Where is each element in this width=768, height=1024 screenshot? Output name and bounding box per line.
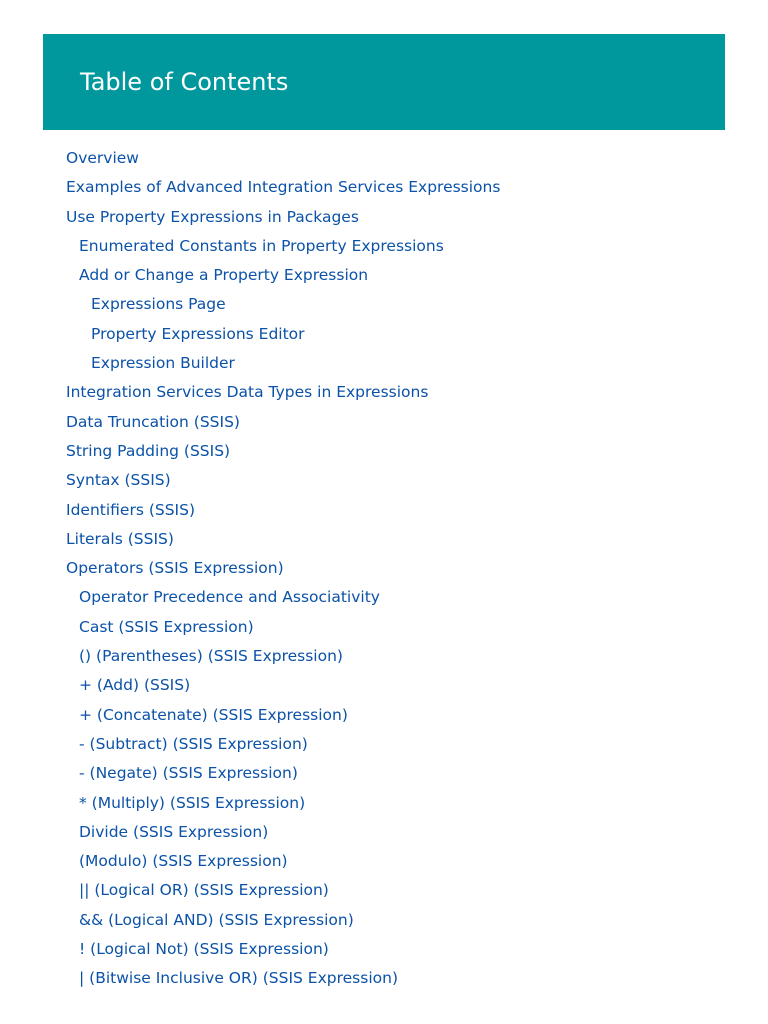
toc-entry bbox=[66, 349, 500, 378]
toc-link[interactable]: Data Truncation (SSIS) bbox=[66, 412, 240, 431]
table-of-contents-list bbox=[66, 144, 500, 994]
toc-link[interactable]: && (Logical AND) (SSIS Expression) bbox=[79, 910, 354, 929]
toc-entry bbox=[66, 173, 500, 202]
toc-link[interactable]: | (Bitwise Inclusive OR) (SSIS Expression) bbox=[79, 969, 398, 988]
toc-entry bbox=[66, 935, 500, 964]
toc-link[interactable]: + (Add) (SSIS) bbox=[79, 676, 191, 695]
toc-entry bbox=[66, 642, 500, 671]
toc-entry bbox=[66, 496, 500, 525]
toc-entry bbox=[66, 261, 500, 290]
toc-link[interactable]: Overview bbox=[66, 149, 139, 167]
toc-entry bbox=[66, 876, 500, 905]
toc-entry bbox=[66, 789, 500, 818]
toc-link[interactable]: (Modulo) (SSIS Expression) bbox=[79, 852, 288, 871]
toc-link[interactable]: || (Logical OR) (SSIS Expression) bbox=[79, 881, 329, 900]
toc-entry bbox=[66, 730, 500, 759]
toc-link[interactable]: () (Parentheses) (SSIS Expression) bbox=[79, 647, 343, 666]
toc-entry bbox=[66, 408, 500, 437]
toc-entry bbox=[66, 525, 500, 554]
toc-entry bbox=[66, 437, 500, 466]
toc-link[interactable]: - (Negate) (SSIS Expression) bbox=[79, 764, 298, 783]
toc-link[interactable]: Operators (SSIS Expression) bbox=[66, 559, 284, 578]
toc-entry bbox=[66, 583, 500, 612]
toc-link[interactable]: Syntax (SSIS) bbox=[66, 471, 171, 490]
toc-link[interactable]: Expressions Page bbox=[91, 295, 226, 314]
toc-entry bbox=[66, 671, 500, 700]
toc-link[interactable]: Add or Change a Property Expression bbox=[79, 266, 369, 285]
toc-link[interactable]: Property Expressions Editor bbox=[91, 324, 305, 343]
toc-entry bbox=[66, 232, 500, 261]
toc-entry bbox=[66, 320, 500, 349]
toc-link[interactable]: - (Subtract) (SSIS Expression) bbox=[79, 734, 308, 753]
toc-link[interactable]: Use Property Expressions in Packages bbox=[66, 207, 359, 226]
toc-link[interactable]: Expression Builder bbox=[91, 354, 235, 373]
toc-link[interactable]: Literals (SSIS) bbox=[66, 529, 174, 548]
toc-entry bbox=[66, 144, 500, 173]
toc-link[interactable]: Enumerated Constants in Property Expressions bbox=[79, 236, 444, 255]
toc-entry bbox=[66, 847, 500, 876]
toc-link[interactable]: String Padding (SSIS) bbox=[66, 441, 231, 460]
toc-entry bbox=[66, 759, 500, 788]
toc-link[interactable]: Cast (SSIS Expression) bbox=[79, 617, 254, 636]
toc-link[interactable]: * (Multiply) (SSIS Expression) bbox=[79, 793, 306, 812]
page-title: Table of Contents bbox=[80, 68, 289, 96]
toc-entry bbox=[66, 818, 500, 847]
toc-entry bbox=[66, 701, 500, 730]
toc-link[interactable]: Operator Precedence and Associativity bbox=[79, 588, 380, 607]
toc-entry bbox=[66, 290, 500, 319]
toc-entry bbox=[66, 613, 500, 642]
toc-link[interactable]: Integration Services Data Types in Expressions bbox=[66, 383, 429, 402]
toc-link[interactable]: ! (Logical Not) (SSIS Expression) bbox=[79, 940, 329, 959]
toc-entry bbox=[66, 378, 500, 407]
toc-link[interactable]: Examples of Advanced Integration Services Expressions bbox=[66, 178, 501, 197]
toc-entry bbox=[66, 906, 500, 935]
toc-entry bbox=[66, 466, 500, 495]
toc-link[interactable]: Identifiers (SSIS) bbox=[66, 500, 196, 519]
toc-link[interactable]: Divide (SSIS Expression) bbox=[79, 822, 269, 841]
toc-entry bbox=[66, 554, 500, 583]
toc-header-banner bbox=[43, 34, 725, 130]
toc-entry bbox=[66, 964, 500, 993]
toc-entry bbox=[66, 203, 500, 232]
toc-link[interactable]: + (Concatenate) (SSIS Expression) bbox=[79, 705, 348, 724]
